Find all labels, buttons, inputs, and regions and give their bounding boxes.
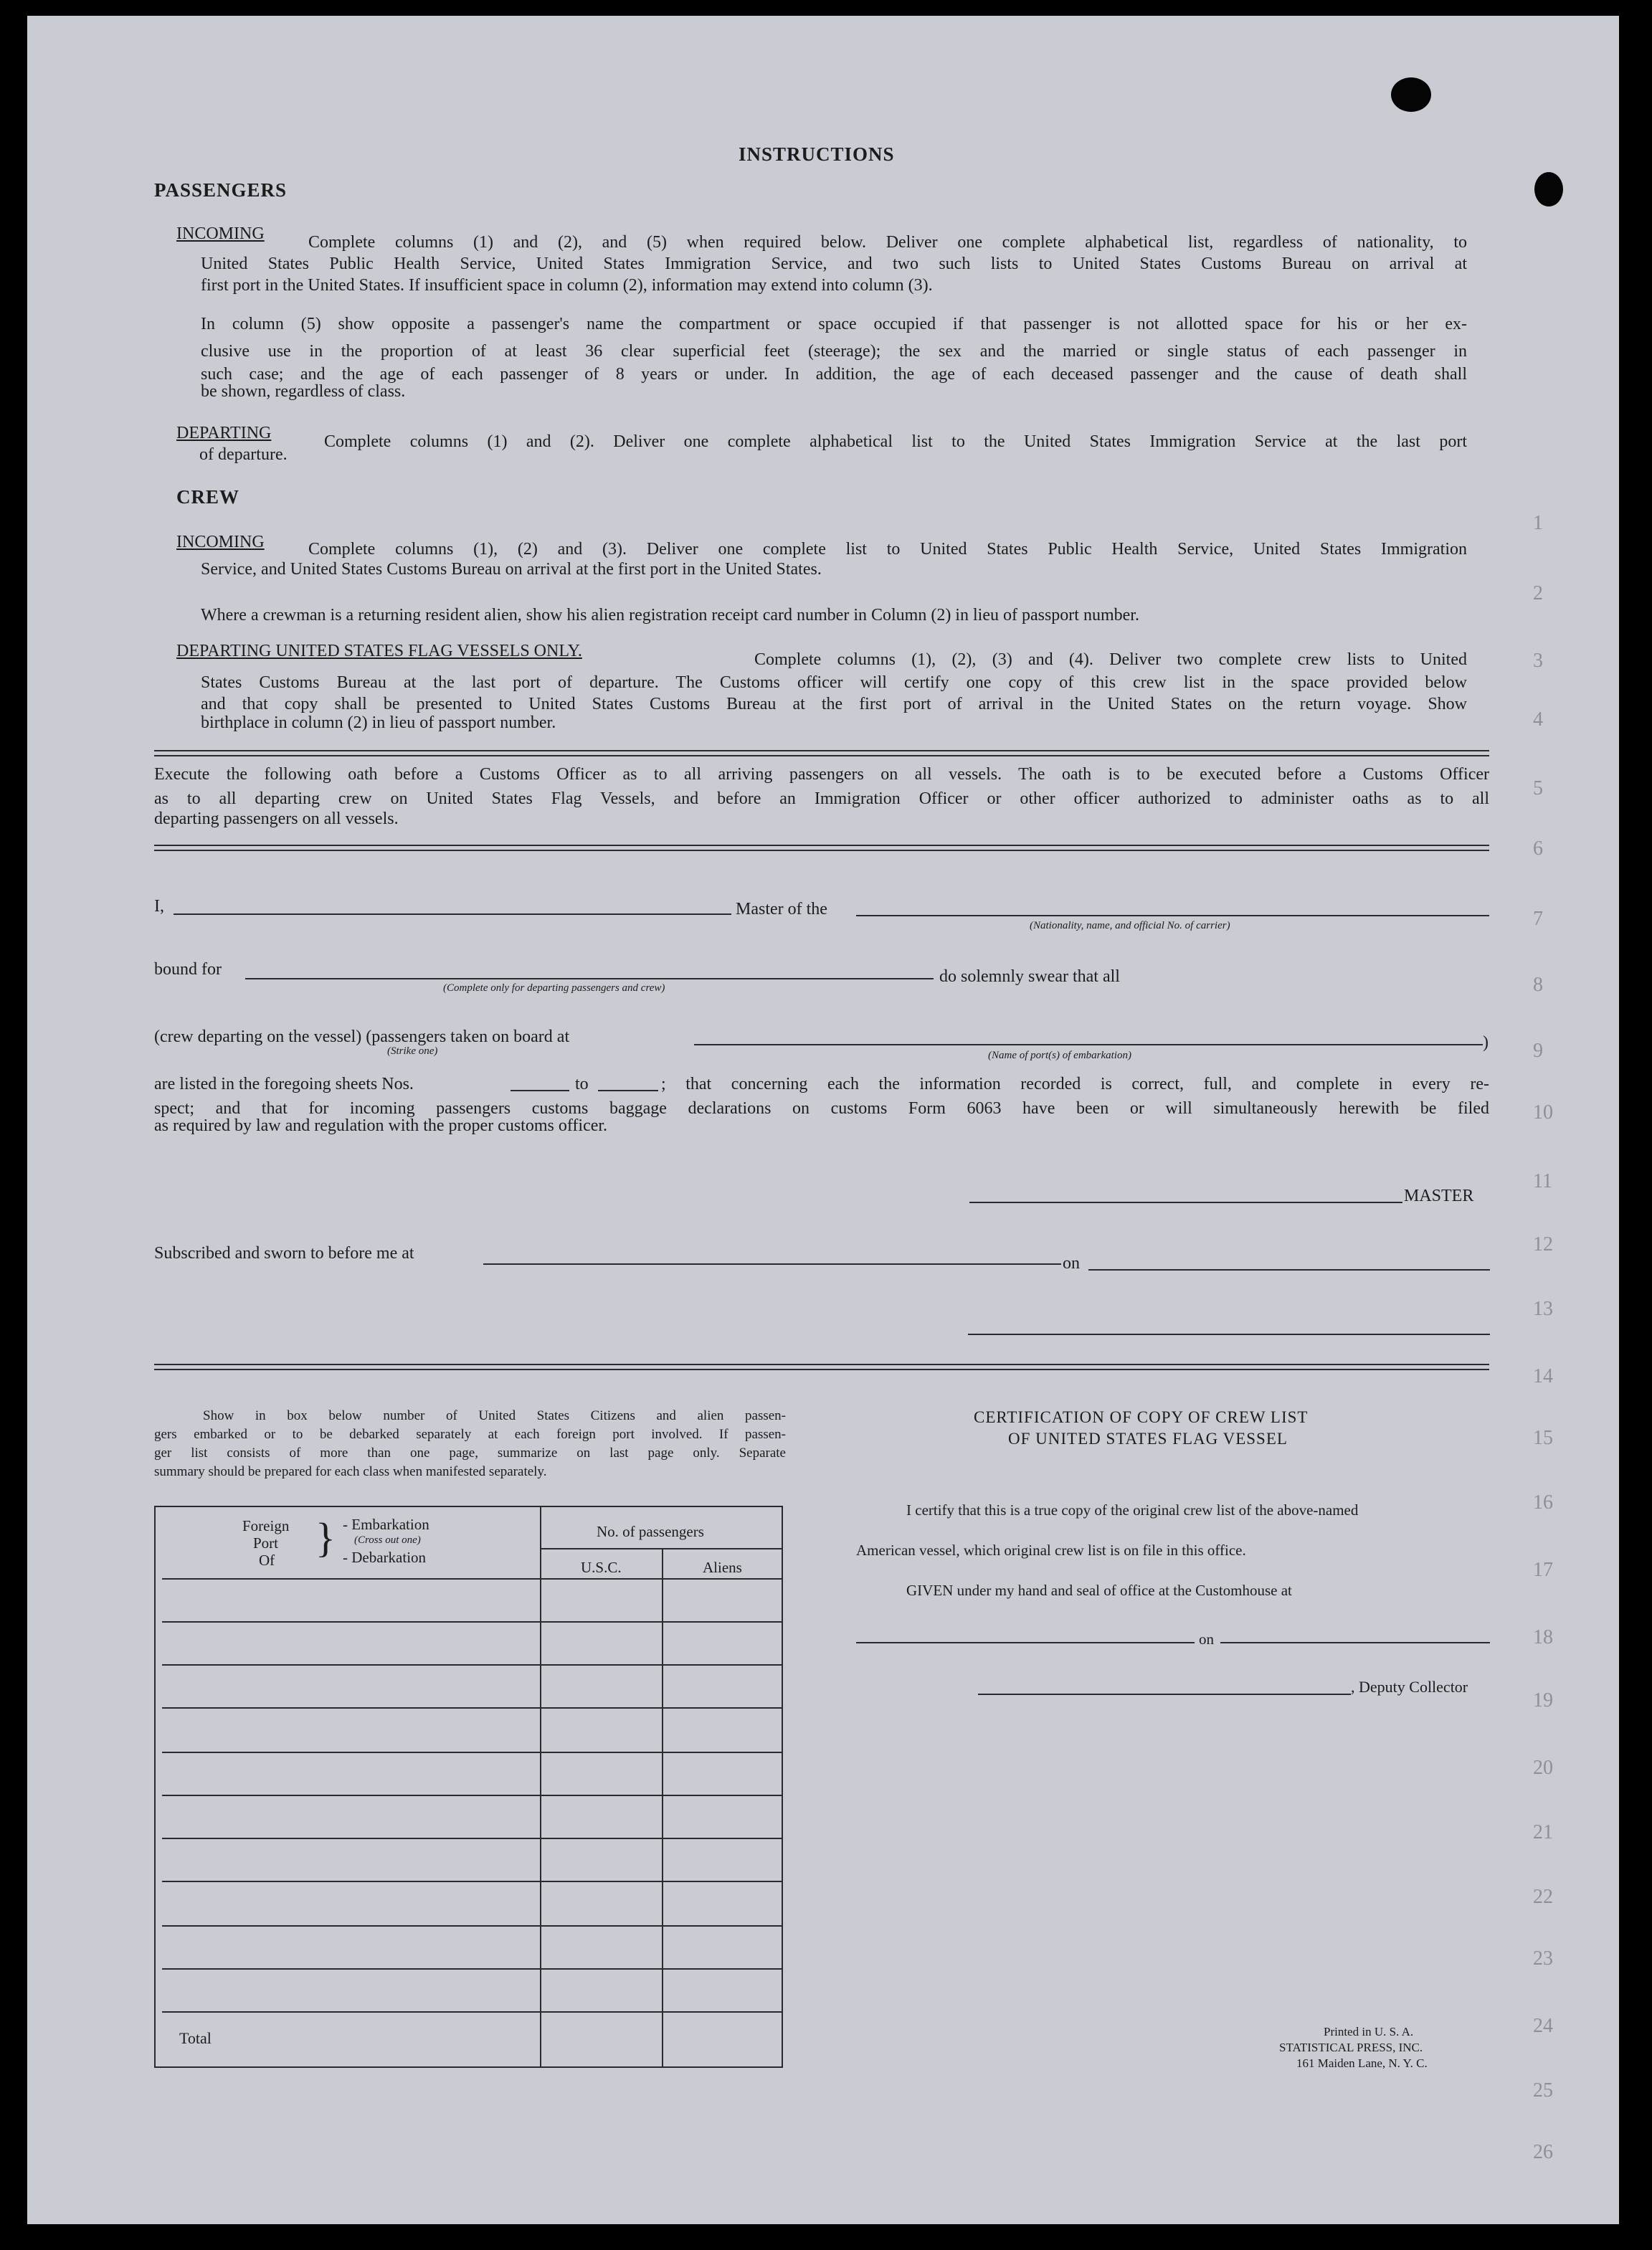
passengers-departing-line: Complete columns (1) and (2). Deliver one complete alphabetical list to the United States Immigration Service at the last port (324, 432, 1467, 451)
margin-number: 4 (1533, 708, 1543, 731)
margin-number: 21 (1533, 1821, 1553, 1843)
destination-caption: (Complete only for departing passengers and crew) (443, 982, 665, 994)
subscribed-label: Subscribed and sworn to before me at (154, 1244, 414, 1263)
customhouse-field[interactable] (856, 1642, 1195, 1643)
oath-line: spect; and that for incoming passengers customs baggage declarations on customs Form 6063 have been or will simultaneously herewith be filed (154, 1099, 1489, 1118)
brace-icon: } (315, 1514, 336, 1561)
margin-number: 5 (1533, 777, 1543, 799)
swear-text: do solemnly swear that all (939, 967, 1120, 986)
summary-instruction: Show in box below number of United States Citizens and alien passen- (203, 1408, 786, 1423)
strike-caption: (Strike one) (387, 1045, 438, 1057)
margin-number: 6 (1533, 837, 1543, 860)
incoming-label: INCOMING (176, 224, 265, 243)
oath-i-label: I, (154, 897, 164, 916)
crew-departing-line: birthplace in column (2) in lieu of passport number. (201, 713, 556, 732)
crew-incoming-line: Complete columns (1), (2) and (3). Deliver one complete list to United States Public Health Service, United States Immigration (308, 540, 1467, 559)
cert-on-label: on (1199, 1630, 1214, 1648)
deputy-signature-field[interactable] (978, 1694, 1351, 1695)
crew-departing-line: Complete columns (1), (2), (3) and (4). Deliver two complete crew lists to United (754, 650, 1467, 669)
crew-incoming-line: Service, and United States Customs Bureau on arrival at the first port in the United States. (201, 560, 822, 579)
departing-label: DEPARTING (176, 424, 272, 442)
no-passengers-header: No. of passengers (597, 1523, 704, 1540)
bound-for-label: bound for (154, 960, 222, 979)
summary-instruction: ger list consists of more than one page, summarize on last page only. Separate (154, 1446, 786, 1461)
margin-number: 17 (1533, 1559, 1553, 1581)
master-label: MASTER (1404, 1187, 1474, 1205)
oath-line: as required by law and regulation with the proper customs officer. (154, 1116, 608, 1135)
close-paren: ) (1483, 1033, 1489, 1052)
foreign-label: Foreign (242, 1517, 290, 1534)
crew-departing-label: DEPARTING UNITED STATES FLAG VESSELS ONLY. (176, 642, 582, 660)
printer-imprint: STATISTICAL PRESS, INC. (1279, 2041, 1423, 2054)
margin-number: 10 (1533, 1101, 1553, 1124)
crew-heading: CREW (176, 486, 240, 508)
given-line: GIVEN under my hand and seal of office at the Customhouse at (906, 1582, 1292, 1599)
column5-line: clusive use in the proportion of at least 36 clear superficial feet (steerage); the sex and the married or single status of each passenger in (201, 342, 1467, 361)
margin-number: 25 (1533, 2079, 1553, 2102)
summary-instruction: gers embarked or to be debarked separately at each foreign port involved. If passen- (154, 1427, 786, 1442)
margin-number: 16 (1533, 1491, 1553, 1514)
margin-number: 9 (1533, 1040, 1543, 1062)
margin-number: 14 (1533, 1365, 1553, 1387)
margin-number: 22 (1533, 1886, 1553, 1908)
port-label: Port (253, 1534, 279, 1552)
column5-line: In column (5) show opposite a passenger's name the compartment or space occupied if that passenger is not allotted space for his or her ex- (201, 315, 1467, 333)
debarkation-label: - Debarkation (343, 1549, 427, 1566)
crew-departing-line: and that copy shall be presented to United States Customs Bureau at the first port of arrival in the United States on the return voyage. Show (201, 695, 1467, 713)
printer-imprint: 161 Maiden Lane, N. Y. C. (1296, 2056, 1428, 2070)
margin-number: 12 (1533, 1233, 1553, 1255)
margin-number: 24 (1533, 2015, 1553, 2037)
margin-number: 1 (1533, 512, 1543, 534)
crew-departing-text: (crew departing on the vessel) (passengers taken on board at (154, 1027, 570, 1046)
passengers-heading: PASSENGERS (154, 179, 288, 201)
column5-line: such case; and the age of each passenger of 8 years or under. In addition, the age of each deceased passenger and the cause of death shall (201, 365, 1467, 384)
of-label: Of (259, 1552, 275, 1569)
oath-intro-line: Execute the following oath before a Customs Officer as to all arriving passengers on all vessels. The oath is to be executed before a Customs Officer (154, 765, 1489, 784)
margin-number: 15 (1533, 1427, 1553, 1449)
cert-date-field[interactable] (1220, 1642, 1490, 1643)
master-of-label: Master of the (736, 900, 827, 918)
margin-number: 13 (1533, 1298, 1553, 1320)
printer-imprint: Printed in U. S. A. (1324, 2025, 1414, 2038)
deputy-collector-label: , Deputy Collector (1351, 1678, 1468, 1696)
certify-line: American vessel, which original crew list is on file in this office. (856, 1542, 1246, 1559)
margin-number: 11 (1533, 1170, 1552, 1192)
crew-departing-line: States Customs Bureau at the last port of departure. The Customs officer will certify one copy of this crew list in the space provided below (201, 673, 1467, 692)
oath-intro-line: departing passengers on all vessels. (154, 810, 399, 828)
page-title: INSTRUCTIONS (739, 143, 895, 165)
certification-title: OF UNITED STATES FLAG VESSEL (1008, 1430, 1288, 1448)
crew-incoming-label: INCOMING (176, 533, 265, 551)
sheets-text-cont: ; that concerning each the information recorded is correct, full, and complete in every re- (661, 1075, 1489, 1093)
crew-alien-line: Where a crewman is a returning resident alien, show his alien registration receipt card number in Column (2) in lieu of passport number. (201, 606, 1139, 625)
passengers-incoming-line: United States Public Health Service, United States Immigration Service, and two such lists to United States Customs Bureau on arrival at (201, 255, 1467, 273)
margin-number: 8 (1533, 974, 1543, 996)
margin-number: 18 (1533, 1626, 1553, 1648)
margin-number: 2 (1533, 582, 1543, 604)
sworn-on-label: on (1063, 1254, 1080, 1273)
certification-title: CERTIFICATION OF COPY OF CREW LIST (974, 1408, 1309, 1426)
usc-header: U.S.C. (581, 1559, 622, 1576)
margin-number: 3 (1533, 650, 1543, 672)
certify-line: I certify that this is a true copy of the original crew list of the above-named (906, 1501, 1359, 1519)
aliens-header: Aliens (703, 1559, 742, 1576)
oath-intro-line: as to all departing crew on United States Flag Vessels, and before an Immigration Officer or other officer authorized to administer oaths as to all (154, 789, 1489, 808)
sheets-to: to (575, 1075, 589, 1093)
ports-caption: (Name of port(s) of embarkation) (988, 1050, 1131, 1061)
cross-out-caption: (Cross out one) (354, 1534, 421, 1546)
margin-number: 26 (1533, 2141, 1553, 2163)
total-label: Total (179, 2029, 212, 2047)
sheets-text: are listed in the foregoing sheets Nos. (154, 1075, 414, 1093)
margin-number: 20 (1533, 1757, 1553, 1779)
margin-number: 23 (1533, 1947, 1553, 1970)
column5-line: be shown, regardless of class. (201, 382, 406, 401)
carrier-caption: (Nationality, name, and official No. of carrier) (1030, 920, 1230, 931)
passengers-incoming-line: first port in the United States. If insufficient space in column (2), information may extend into column (3). (201, 276, 933, 295)
margin-number: 7 (1533, 908, 1543, 930)
summary-instruction: summary should be prepared for each class when manifested separately. (154, 1464, 547, 1479)
margin-number: 19 (1533, 1689, 1553, 1712)
passengers-departing-line: of departure. (199, 445, 288, 464)
embarkation-label: - Embarkation (343, 1516, 429, 1533)
passengers-incoming-line: Complete columns (1) and (2), and (5) when required below. Deliver one complete alphabetical list, regardless of nationality, to (308, 233, 1467, 252)
